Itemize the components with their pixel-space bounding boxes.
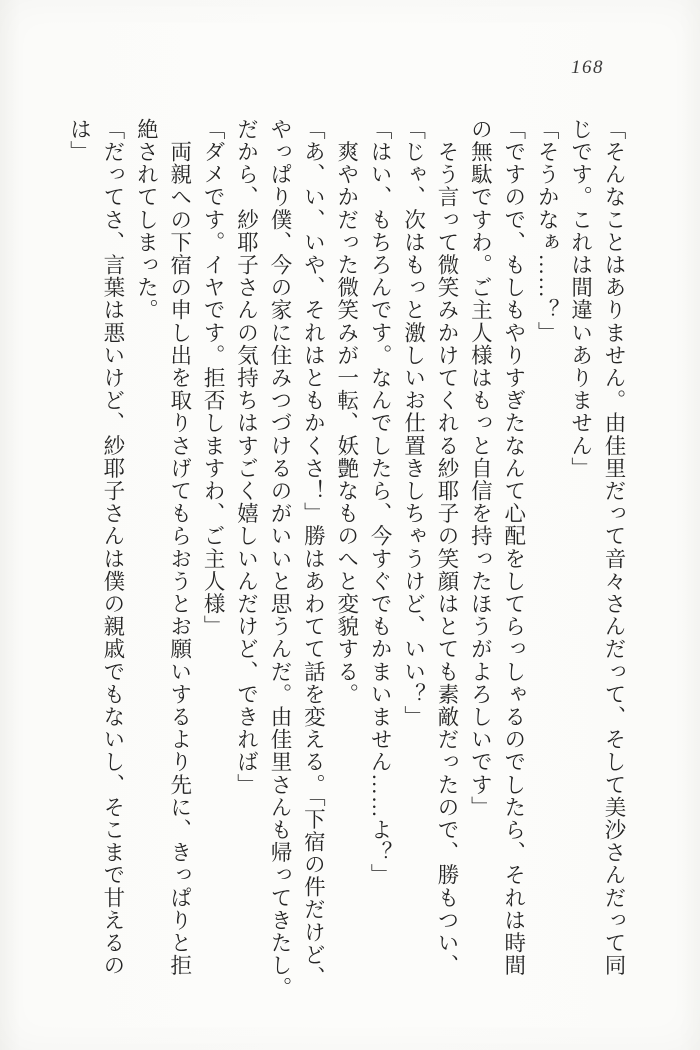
text-column: 絶されてしまった。 <box>134 118 159 322</box>
page-text <box>62 118 630 1000</box>
text-column: は」 <box>67 118 92 164</box>
text-column: 「あ、い、いや、それはともかくさ！」勝はあわてて話を変える。「下宿の件だけど、 <box>301 118 326 989</box>
text-column: じです。これは間違いありません」 <box>568 118 593 480</box>
text-column: 「そんなことはありません。由佳里だって音々さんだって、そして美沙さんだって同 <box>602 118 626 977</box>
text-column: の無駄ですわ。ご主人様はもっと自信を持ったほうがよろしいです」 <box>468 118 493 819</box>
page-number: 168 <box>571 57 604 78</box>
text-column: 「だってさ、言葉は悪いけど、紗耶子さんは僕の親戚でもないし、そこまで甘えるの <box>100 118 125 977</box>
text-column: 爽やかだった微笑みが一転、妖艶なものへと変貌する。 <box>334 118 359 706</box>
text-column: 「ですので、もしもやりすぎたなんて心配をしてらっしゃるのでしたら、それは時間 <box>501 118 526 977</box>
text-column: だから、紗耶子さんの気持ちはすごく嬉しいんだけど、できれば」 <box>234 118 259 796</box>
text-column: 「そうかなぁ……？」 <box>535 118 560 344</box>
text-column: そう言って微笑みかけてくれる紗耶子の笑顔はとても素敵だったので、勝もつい、 <box>434 118 459 977</box>
text-column: 「はい、もちろんです。なんでしたら、今すぐでもかまいません……よ？」 <box>368 118 393 887</box>
text-column: 「ダメです。イヤです。拒否しますわ、ご主人様」 <box>201 118 226 638</box>
text-column: やっぱり僕、今の家に住みつづけるのがいいと思うんだ。由佳里さんも帰ってきたし。 <box>267 118 292 1000</box>
text-column: 両親への下宿の申し出を取りさげてもらおうとお願いするより先に、きっぱりと拒 <box>167 118 192 977</box>
text-column: 「じゃ、次はもっと激しいお仕置きしちゃうけど、いい？」 <box>401 118 426 729</box>
